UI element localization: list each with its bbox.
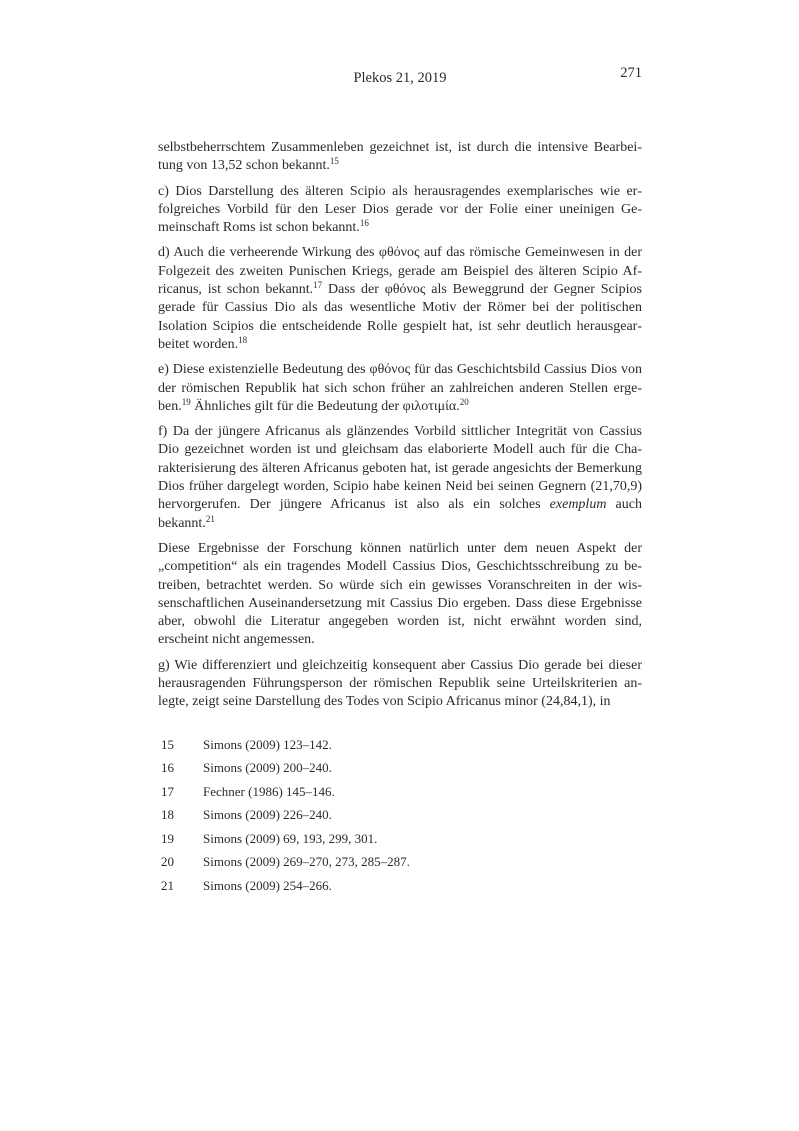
paragraph [158, 540, 642, 650]
text-run: auch bekannt. [158, 497, 642, 531]
footnote-ref: 15 [329, 156, 339, 167]
footnote-text: Fechner (1986) 145–146. [203, 783, 335, 799]
footnote-number: 21 [161, 877, 174, 893]
text-run: selbstbeherrschtem Zusammenleben gezeichnet ist, ist durch die intensive Bearbeitung von 13,52 schon bekannt. [158, 140, 642, 174]
footnote-ref: 16 [359, 218, 369, 229]
footnote-text: Simons (2009) 200–240. [203, 760, 332, 776]
footnote-number: 19 [161, 830, 174, 846]
text-run: d) Auch die verheerende Wirkung des φθόνος auf das römische Gemeinwesen in der Folgezeit des zweiten Punischen Kriegs, gerade am Beispiel des älteren Scipio Africanus, ist schon bekannt. [158, 245, 642, 298]
footnote-item [158, 783, 642, 800]
text-run: Diese Ergebnisse der Forschung können natürlich unter dem neuen Aspekt der „competition“ als ein tragendes Modell Cassius Dios, Geschichtsschreibung zu betreiben, betrachtet werden. So würde sich ein gewisses Voranschreiten in der wissenschaftlichen Auseinandersetzung mit Cassius Dio ergeben. Dass diese Ergebnisse aber, obwohl die Literatur angegeben worden ist, nicht erwähnt worden sind, erscheint nicht angemessen. [158, 540, 642, 648]
text-run: c) Dios Darstellung des älteren Scipio als herausragendes exemplarisches wie erfolgreiches Vorbild für den Leser Dios gerade vor der Folie einer uneinigen Gemeinschaft Roms ist schon bekannt. [158, 183, 642, 236]
page-number: 271 [620, 65, 642, 81]
footnote-ref: 18 [238, 334, 248, 345]
page-header [158, 65, 642, 90]
footnote-ref: 17 [313, 280, 323, 291]
footnote-text: Simons (2009) 69, 193, 299, 301. [203, 830, 378, 846]
footnote-item [158, 736, 642, 753]
paragraph [158, 361, 642, 416]
footnote-ref: 19 [181, 396, 191, 407]
footnote-number: 18 [161, 807, 174, 823]
footnote-ref: 20 [459, 396, 469, 407]
text-column [158, 65, 642, 900]
footnote-item [158, 806, 642, 823]
text-run: Dass der φθόνος als Beweggrund der Gegner Scipios gerade für Cassius Dio als das wesentliche Motiv der Römer bei der politischen Isolation Scipios die entscheidende Rolle gespielt hat, ist sehr deutlich herausgearbeitet worden. [158, 282, 642, 352]
text-run: e) Diese existenzielle Bedeutung des φθόνος für das Geschichtsbild Cassius Dios von der römischen Republik hat sich schon früher an zahlreichen anderen Stellen ergeben. [158, 362, 642, 414]
footnote-number: 16 [161, 760, 174, 776]
footnote-text: Simons (2009) 269–270, 273, 285–287. [203, 854, 410, 870]
footnote-text: Simons (2009) 123–142. [203, 736, 332, 752]
paragraph [158, 657, 642, 712]
paragraph [158, 183, 642, 238]
footnote-text: Simons (2009) 254–266. [203, 877, 332, 893]
text-run: g) Wie differenziert und gleichzeitig konsequent aber Cassius Dio gerade bei dieser herausragenden Führungsperson der römischen Republik seine Urteilskriterien anlegte, zeigt seine Darstellung des Todes von Scipio Africanus minor (24,84,1), in [158, 657, 642, 710]
paragraph [158, 244, 642, 354]
footnotes [158, 736, 642, 894]
footnote-item [158, 877, 642, 894]
footnote-number: 15 [161, 736, 174, 752]
footnote-number: 17 [161, 783, 174, 799]
running-title: Plekos 21, 2019 [353, 70, 447, 86]
paragraph [158, 423, 642, 533]
paragraph [158, 139, 642, 176]
text-run: f) Da der jüngere Africanus als glänzendes Vorbild sittlicher Integrität von Cassius Dio gezeichnet worden ist und gleichsam das elaborierte Modell auch für die Charakterisierung des älteren Africanus geboten hat, ist gerade angesichts der Bemerkung Dios früher dargelegt worden, Scipio habe keinen Neid bei seinen Gegnern (21,70,9) hervorgerufen. Der jüngere Africanus ist also als ein solches [158, 424, 642, 513]
footnote-ref: 21 [205, 513, 215, 524]
italic-term: exemplum [549, 497, 607, 513]
body-text [158, 139, 642, 712]
text-run: Ähnliches gilt für die Bedeutung der φιλοτιμία. [190, 398, 460, 414]
footnote-item [158, 830, 642, 847]
footnote-item [158, 853, 642, 870]
footnote-number: 20 [161, 854, 174, 870]
footnote-text: Simons (2009) 226–240. [203, 807, 332, 823]
footnote-item [158, 759, 642, 776]
